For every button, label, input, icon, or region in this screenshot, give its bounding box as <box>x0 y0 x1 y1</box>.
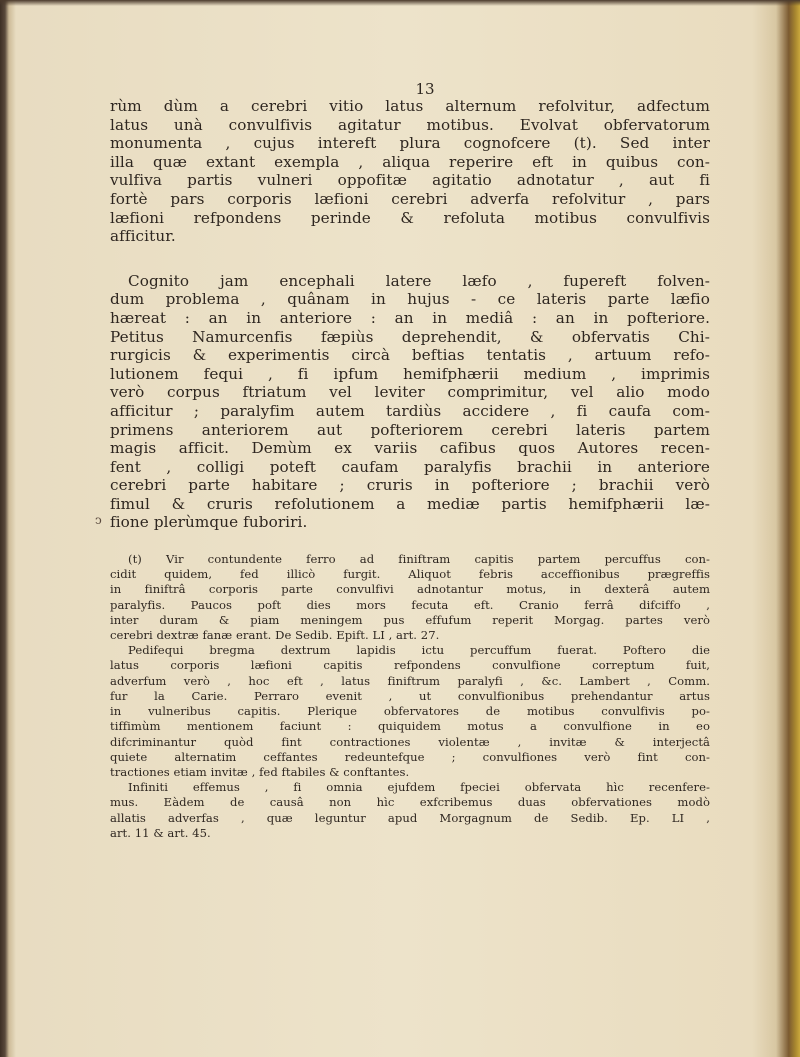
footnote-para-2-body <box>110 658 710 780</box>
text-line: fent , colligi poteft caufam paralyfis brachii in anteriore <box>110 457 710 476</box>
text-line: afficitur ; paralyfim autem tardiùs accidere , fi caufa com- <box>110 401 710 420</box>
footnote-line: mus. Eàdem de causâ non hìc exfcribemus duas obfervationes modò <box>110 795 710 810</box>
text-line: latus unà convulfivis agitatur motibus. Evolvat obfervatorum <box>110 115 710 134</box>
footnote-line: art. 11 & art. 45. <box>110 825 211 840</box>
text-line: Cognito jam encephali latere læfo , fupereft folven- <box>128 271 710 290</box>
text-line: rùm dùm a cerebri vitio latus alternum refolvitur, adfectum <box>110 97 710 115</box>
paragraph-2 <box>110 272 710 291</box>
paragraph-1 <box>110 97 710 246</box>
footnote-line: tiffimùm mentionem faciunt : quiquidem motus a convulfione in eo <box>110 719 710 734</box>
footnote-line: tractiones etiam invitæ , fed ftabiles & conftantes. <box>110 764 410 779</box>
main-text <box>110 97 710 532</box>
footnote-line: inter duram & piam meningem pus effufum reperit Morgag. partes verò <box>110 612 710 627</box>
text-line: Petitus Namurcenfis fæpiùs deprehendit, & obfervatis Chi- <box>110 327 710 346</box>
footnote-para-3-body <box>110 795 710 841</box>
footnote-line: cerebri dextræ fanæ erant. De Sedib. Epift. LI , art. 27. <box>110 628 440 643</box>
footnote-para-3 <box>110 780 710 795</box>
text-line: dum problema , quânam in hujus - ce lateris parte læfio <box>110 290 710 309</box>
margin-mark: ↄ <box>95 513 102 527</box>
text-line: illa quæ extant exempla , aliqua reperire eft in quibus con- <box>110 152 710 171</box>
page-content <box>110 82 710 841</box>
footnote-line: Pedifequi bregma dextrum lapidis ictu percuffum fuerat. Poftero die <box>128 643 710 658</box>
text-line: rurgicis & experimentis circà beftias tentatis , artuum refo- <box>110 346 710 365</box>
text-line: monumenta , cujus intereft plura cognofcere (t). Sed inter <box>110 134 710 153</box>
footnote-line: in vulneribus capitis. Plerique obfervatores de motibus convulfivis po- <box>110 704 710 719</box>
text-line: fione plerùmque fuboriri. <box>110 513 308 532</box>
page-top-edge <box>0 0 800 6</box>
paragraph-2-body <box>110 290 710 532</box>
footnote-line: cidit quidem, fed illicò furgit. Aliquot febris acceffionibus prægreffis <box>110 567 710 582</box>
footnote-t-body <box>110 567 710 643</box>
footnote-line: allatis adverfas , quæ leguntur apud Morgagnum de Sedib. Ep. LI , <box>110 810 710 825</box>
text-line: læfioni refpondens perinde & refoluta motibus convulfivis <box>110 208 710 227</box>
text-line: lutionem fequi , fi ipfum hemifphærii medium , imprimis <box>110 364 710 383</box>
text-line: hæreat : an in anteriore : an in mediâ : an in pofteriore. <box>110 308 710 327</box>
footnote-line: quiete alternatim ceffantes redeuntefque ; convulfiones verò fint con- <box>110 749 710 764</box>
text-line: primens anteriorem aut pofteriorem cerebri lateris partem <box>110 420 710 439</box>
text-line: fimul & cruris refolutionem a mediæ partis hemifphærii læ- <box>110 494 710 513</box>
text-line: cerebri parte habitare ; cruris in pofteriore ; brachii verò <box>110 476 710 495</box>
text-line: verò corpus ftriatum vel leviter comprimitur, vel alio modo <box>110 383 710 402</box>
footnote-line: Infiniti effemus , fi omnia ejufdem fpeciei obfervata hìc recenfere- <box>128 780 710 795</box>
footnotes <box>110 552 710 841</box>
text-line: afficitur. <box>110 227 176 246</box>
footnote-t <box>110 552 710 567</box>
footnote-para-2 <box>110 643 710 658</box>
text-line: fortè pars corporis læfioni cerebri adverfa refolvitur , pars <box>110 189 710 208</box>
footnote-line: fur la Carie. Perraro evenit , ut convulfionibus prehendantur artus <box>110 688 710 703</box>
footnote-line: difcriminantur quòd fint contractiones violentæ , invitæ & interjectâ <box>110 734 710 749</box>
footnote-line: paralyfis. Paucos poft dies mors fecuta eft. Cranio ferrâ difciffo , <box>110 597 710 612</box>
page-number: 13 <box>415 80 435 98</box>
text-line: magis afficit. Demùm ex variis cafibus quos Autores recen- <box>110 439 710 458</box>
footnote-line: (t) Vir contundente ferro ad finiftram capitis partem percuffus con- <box>128 552 710 567</box>
footnote-line: adverfum verò , hoc eft , latus finiftrum paralyfi , &c. Lambert , Comm. <box>110 673 710 688</box>
footnote-line: latus corporis læfioni capitis refpondens convulfione correptum fuit, <box>110 658 710 673</box>
footnote-line: in finiftrâ corporis parte convulfivi adnotantur motus, in dexterâ autem <box>110 582 710 597</box>
text-line: vulfiva partis vulneri oppofitæ agitatio adnotatur , aut fi <box>110 171 710 190</box>
